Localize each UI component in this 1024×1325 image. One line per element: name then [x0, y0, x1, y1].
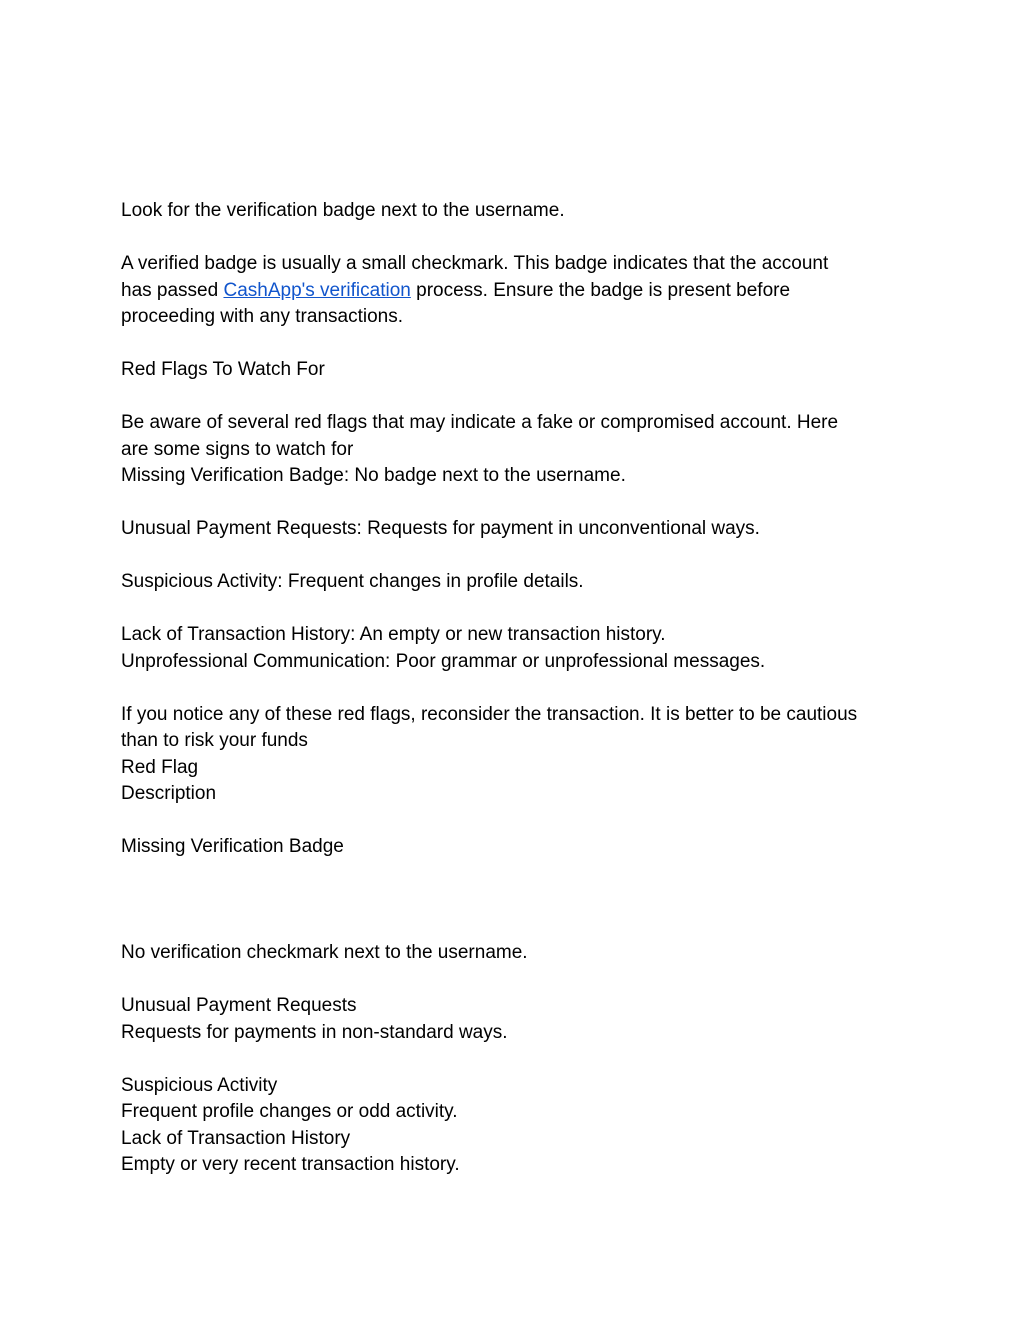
list-item: Suspicious Activity: Frequent changes in profile details.: [121, 571, 584, 592]
spacer: [121, 596, 911, 623]
document-page: [121, 198, 911, 1179]
paragraph-line: If you notice any of these red flags, reconsider the transaction. It is better to be cautious: [121, 703, 858, 725]
paragraph-line: Be aware of several red flags that may indicate a fake or compromised account. Here: [121, 412, 839, 433]
table-header-description: Description: [121, 783, 217, 804]
list-item: Missing Verification Badge: No badge next to the username.: [121, 465, 626, 486]
list-item: Lack of Transaction History: An empty or new transaction history.: [121, 624, 666, 645]
paragraph-verified-badge: [121, 251, 911, 331]
table-cell-flag: Unusual Payment Requests: [121, 995, 357, 1016]
spacer: [121, 861, 911, 941]
list-item: Unprofessional Communication: Poor grammar or unprofessional messages.: [121, 650, 766, 672]
text-fragment: has passed: [121, 279, 224, 301]
table-cell-description: Frequent profile changes or odd activity.: [121, 1101, 458, 1122]
paragraph-line: A verified badge is usually a small checkmark. This badge indicates that the account: [121, 253, 829, 274]
spacer: [121, 331, 911, 358]
paragraph-line: are some signs to watch for: [121, 438, 354, 460]
spacer: [121, 490, 911, 517]
cashapp-verification-link[interactable]: CashApp's verification: [223, 279, 411, 301]
spacer: [121, 225, 911, 252]
table-cell-flag: Missing Verification Badge: [121, 836, 344, 857]
table-cell-description: No verification checkmark next to the username.: [121, 942, 528, 963]
spacer: [121, 384, 911, 411]
table-cell-flag: Lack of Transaction History: [121, 1127, 351, 1149]
table-cell-description: Requests for payments in non-standard ways.: [121, 1021, 508, 1043]
paragraph-caution: [121, 702, 911, 755]
paragraph-line: than to risk your funds: [121, 730, 308, 751]
table-cell-description: Empty or very recent transaction history.: [121, 1154, 460, 1175]
section-heading: Red Flags To Watch For: [121, 359, 325, 380]
spacer: [121, 543, 911, 570]
paragraph-intro: [121, 410, 911, 463]
table-cell-flag: Suspicious Activity: [121, 1074, 278, 1096]
table-header-flag: Red Flag: [121, 756, 199, 778]
paragraph-verification-badge: Look for the verification badge next to the username.: [121, 200, 565, 221]
list-item: Unusual Payment Requests: Requests for payment in unconventional ways.: [121, 518, 760, 539]
spacer: [121, 675, 911, 702]
spacer: [121, 808, 911, 835]
spacer: [121, 1046, 911, 1073]
text-fragment: process. Ensure the badge is present before: [410, 279, 791, 301]
paragraph-line: [121, 278, 911, 305]
paragraph-line: proceeding with any transactions.: [121, 306, 403, 327]
spacer: [121, 967, 911, 994]
